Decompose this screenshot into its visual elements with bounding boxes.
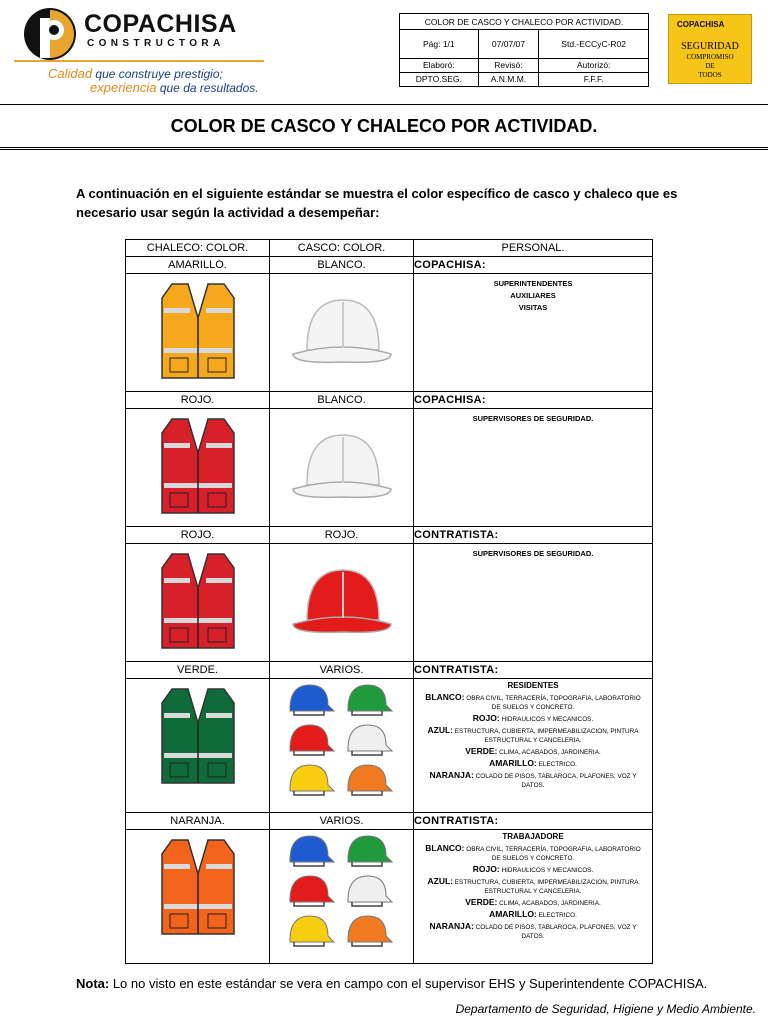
vest-color-label: ROJO.: [126, 392, 270, 409]
helmet-image-cell: [270, 830, 414, 964]
legend-item: NARANJA: COLADO DE PISOS, TABLAROCA, PLAFONES, VOZ Y DATOS.: [429, 770, 637, 789]
helmet-color-label: ROJO.: [270, 527, 414, 544]
legend-item: ROJO: HIDRAULICOS Y MECANICOS.: [472, 713, 594, 723]
reviso-value: A.N.M.M.: [478, 72, 539, 86]
vest-color-label: VERDE.: [126, 662, 270, 679]
helmet-icon: [284, 912, 336, 950]
vest-icon: [150, 683, 246, 791]
helmet-icon: [342, 721, 394, 759]
row-images-3: [126, 679, 653, 813]
legend-title: TRABAJADORE: [502, 832, 564, 841]
personal-group-label: CONTRATISTA:: [414, 527, 653, 544]
row-label-1: [126, 392, 653, 409]
vest-image-cell: [126, 409, 270, 527]
tagline-line-1: Calidad que construye prestigio;: [48, 66, 223, 81]
legend-item: BLANCO: OBRA CIVIL, TERRACERÍA, TOPOGRAFIA, LABORATORIO DE SUELOS Y CONCRETO.: [425, 843, 641, 862]
legend-item: BLANCO: OBRA CIVIL, TERRACERÍA, TOPOGRAFIA, LABORATORIO DE SUELOS Y CONCRETO.: [425, 692, 641, 711]
personal-details: [414, 409, 653, 527]
badge-logo: COPACHISA: [677, 20, 725, 29]
brand-name: COPACHISA: [84, 10, 237, 38]
safety-badge: [668, 14, 752, 84]
elaboro-value: DPTO.SEG.: [400, 72, 479, 86]
helmet-image-cell: [270, 544, 414, 662]
code-cell: Std.-ECCyC-R02: [539, 30, 649, 58]
row-label-4: [126, 813, 653, 830]
helmet-icon: [284, 832, 336, 870]
helmet-icon: [342, 832, 394, 870]
brand-rule: [14, 60, 264, 62]
helmet-image-cell: [270, 274, 414, 392]
personal-item: SUPERINTENDENTES: [493, 279, 573, 288]
personal-item: VISITAS: [518, 303, 548, 312]
vest-image-cell: [126, 830, 270, 964]
tagline-line-2: experiencia que da resultados.: [90, 80, 259, 95]
row-label-2: [126, 527, 653, 544]
vest-color-label: ROJO.: [126, 527, 270, 544]
doc-title-cell: COLOR DE CASCO Y CHALECO POR ACTIVIDAD.: [400, 14, 649, 30]
page-title: COLOR DE CASCO Y CHALECO POR ACTIVIDAD.: [170, 116, 598, 136]
helmet-icon: [284, 681, 336, 719]
footer-department: Departamento de Seguridad, Higiene y Medio Ambiente.: [455, 1002, 756, 1016]
row-images-4: [126, 830, 653, 964]
personal-group-label: CONTRATISTA:: [414, 662, 653, 679]
row-images-1: [126, 409, 653, 527]
personal-item: SUPERVISORES DE SEGURIDAD.: [472, 549, 594, 558]
vest-icon: [150, 548, 246, 656]
note: Nota: Lo no visto en este estándar se vera en campo con el supervisor EHS y Superintendente COPACHISA.: [76, 976, 708, 991]
vest-icon: [150, 278, 246, 386]
autorizo-label: Autorizó:: [539, 58, 649, 72]
vest-icon: [150, 834, 246, 942]
personal-details: [414, 544, 653, 662]
row-images-2: [126, 544, 653, 662]
vest-color-label: NARANJA.: [126, 813, 270, 830]
vest-image-cell: [126, 679, 270, 813]
legend-item: AMARILLO: ELECTRICO.: [489, 909, 577, 919]
badge-line-2: COMPROMISO: [686, 53, 734, 61]
helmet-icon: [287, 562, 397, 642]
vest-icon: [150, 413, 246, 521]
legend-item: VERDE: CLIMA, ACABADOS, JARDINERIA.: [465, 746, 601, 756]
helmet-icon: [284, 872, 336, 910]
helmet-image-cell: [270, 409, 414, 527]
personal-group-label: COPACHISA:: [414, 392, 653, 409]
legend-item: ROJO: HIDRAULICOS Y MECANICOS.: [472, 864, 594, 874]
header-vest: CHALECO: COLOR.: [126, 240, 270, 257]
helmet-icon: [342, 912, 394, 950]
header-personal: PERSONAL.: [414, 240, 653, 257]
elaboro-label: Elaboró:: [400, 58, 479, 72]
helmet-icon: [342, 681, 394, 719]
legend-item: NARANJA: COLADO DE PISOS, TABLAROCA, PLAFONES, VOZ Y DATOS.: [429, 921, 637, 940]
personal-item: AUXILIARES: [510, 291, 556, 300]
header-helmet: CASCO: COLOR.: [270, 240, 414, 257]
page-cell: Pág: 1/1: [400, 30, 479, 58]
reviso-label: Revisó:: [478, 58, 539, 72]
legend-item: AMARILLO: ELECTRICO.: [489, 758, 577, 768]
badge-line-4: TODOS: [698, 71, 722, 79]
intro-paragraph: A continuación en el siguiente estándar se muestra el color específico de casco y chaleco que es necesario usar según la actividad a desempeñar:: [76, 186, 678, 220]
helmet-color-label: VARIOS.: [270, 662, 414, 679]
vest-image-cell: [126, 544, 270, 662]
helmet-color-legend: [414, 679, 653, 813]
personal-details: [414, 274, 653, 392]
helmet-image-cell: [270, 679, 414, 813]
autorizo-value: F.F.F.: [539, 72, 649, 86]
row-label-0: [126, 257, 653, 274]
helmet-icon: [284, 721, 336, 759]
helmet-color-legend: [414, 830, 653, 964]
personal-group-label: CONTRATISTA:: [414, 813, 653, 830]
legend-item: VERDE: CLIMA, ACABADOS, JARDINERIA.: [465, 897, 601, 907]
helmet-icon: [342, 761, 394, 799]
badge-line-3: DE: [705, 62, 715, 70]
legend-item: AZUL: ESTRUCTURA, CUBIERTA, IMPERMEABILIZACION, PINTURA ESTRUCTURAL Y CANCELERIA.: [427, 876, 639, 895]
row-label-3: [126, 662, 653, 679]
personal-item: SUPERVISORES DE SEGURIDAD.: [472, 414, 594, 423]
helmet-icon: [287, 427, 397, 507]
legend-title: RESIDENTES: [507, 681, 559, 690]
vest-color-label: AMARILLO.: [126, 257, 270, 274]
brand-subtitle: CONSTRUCTORA: [87, 38, 225, 49]
helmet-color-label: VARIOS.: [270, 813, 414, 830]
helmet-icon: [284, 761, 336, 799]
date-cell: 07/07/07: [478, 30, 539, 58]
helmet-icon: [287, 292, 397, 372]
copachisa-logo-icon: [20, 6, 82, 62]
document-control-table: [399, 13, 649, 87]
color-standard-table: [125, 239, 653, 964]
helmet-icon: [342, 872, 394, 910]
badge-line-1: SEGURIDAD: [681, 41, 739, 52]
helmet-color-label: BLANCO.: [270, 392, 414, 409]
vest-image-cell: [126, 274, 270, 392]
legend-item: AZUL: ESTRUCTURA, CUBIERTA, IMPERMEABILIZACION, PINTURA ESTRUCTURAL Y CANCELERIA.: [427, 725, 639, 744]
helmet-color-label: BLANCO.: [270, 257, 414, 274]
row-images-0: [126, 274, 653, 392]
personal-group-label: COPACHISA:: [414, 257, 653, 274]
